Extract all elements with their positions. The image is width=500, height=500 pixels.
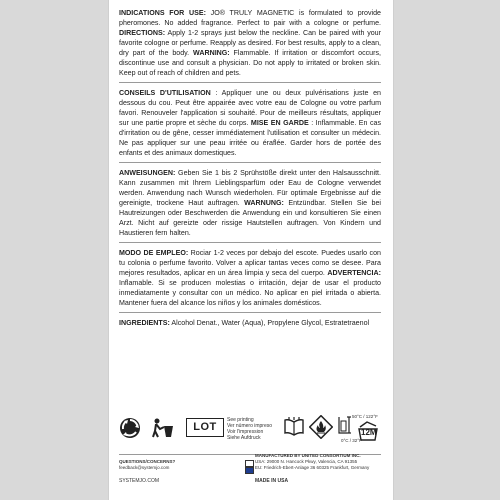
ingredients [119,318,381,328]
eu-address: EU: Friedrich-Ebert-Anlage 36 60325 Frankfurt, Germany [255,465,370,470]
made-in-usa: MADE IN USA [255,478,289,484]
ingredients-heading: INGREDIENTS: [119,319,170,327]
see-printing-fr: Voir l'impression [227,429,264,435]
symbol-row [119,415,383,449]
section-divider [119,242,381,243]
spanish-warning-heading: ADVERTENCIA: [327,269,381,277]
english-warning-heading: WARNING: [193,49,230,57]
spanish-usage-text: Rociar 1-2 veces por debajo del escote. Puedes usarlo con tu colonia o perfume favorito. Volver a aplicar tantas veces como se desee. Para mejores resultados, aplicar en un área limpia y seca del cuerpo. [119,249,381,277]
ingredients-list: Alcohol Denat., Water (Aqua), Propylene Glycol, Estratetraenol [169,319,370,327]
see-printing-es: Ver número impreso [227,423,273,429]
spanish-instructions [119,248,381,308]
german-warning-text: Entzündbar. Stellen Sie bei Hautreizungen oder Beschwerden die Anwendung ein und konsultieren Sie einen Arzt. Nicht auf gereizte oder rissige Hautstellen auftragen. Von Kindern und Haustieren fern halten. [119,199,381,237]
french-instructions [119,88,381,158]
section-divider [119,162,381,163]
period-after-opening: 12M [361,428,377,437]
german-instructions [119,168,381,238]
usa-flag-icon [245,460,254,467]
questions-text [119,459,175,471]
english-directions-text: Apply 1-2 sprays just below the neckline. Can be paired with your favorite cologne or perfume. Reapply as desired. For best results, apply to a clean, dry part of the body. [119,29,381,57]
spanish-warning-text: Inflamable. Si se producen molestias o irritación, dejar de usar el producto inmediatamente y consultar con un médico. No aplicar en piel irritada o abierta. Mantener fuera del alcance los niños y los animales domésticos. [119,279,381,307]
french-usage-heading: CONSEILS D'UTILISATION [119,89,211,97]
english-indications-text: JO® TRULY MAGNETIC is formulated to provide pheromones. No added fragrance. Perfect to pair with a cologne or perfume. [119,9,381,27]
english-directions-heading: DIRECTIONS: [119,29,166,37]
manufacturer-info [255,453,369,471]
questions-label: QUESTIONS/CONCERNS? [119,459,176,464]
english-instructions [119,8,381,78]
german-usage-heading: ANWEISUNGEN: [119,169,176,177]
see-printing-text [227,417,283,441]
english-warning-text: Flammable. If irritation or discomfort occurs, discontinue use and consult a physician. Do not apply to irritated or broken skin. Keep out of reach of children and pets. [119,49,381,77]
french-usage-text: : Appliquer une ou deux pulvérisations juste en dessous du cou. Peut être appairée avec votre eau de Cologne ou votre parfum favori. Renouveler l'application si souhaité. Pour de meilleurs résultats, appliquer sur une partie propre et sèche du corps. [119,89,381,127]
german-usage-text: Geben Sie 1 bis 2 Sprühstöße direkt unter den Halsausschnitt. Kann zusammen mit Ihrem Lieblingsparfüm oder Eau de Cologne verwendet werden. Anwendung nach Wunsch wiederholen. Für optimale Ergebnisse auf die gereinigte, trockene Haut auftragen. [119,169,381,207]
feedback-email: feedback@systemjo.com [119,465,170,470]
manufactured-by: MANUFACTURED BY UNITED CONSORTIUM INC. [255,453,361,458]
label-text [119,8,381,328]
section-divider [119,312,381,313]
usa-address: USA: 29000 N. Hancock Pkwy, Valencia, CA 91355 [255,459,358,464]
open-book-icon [283,417,305,437]
website: SYSTEMJO.COM [119,478,160,484]
spanish-usage-heading: MODO DE EMPLEO: [119,249,189,257]
recycle-icon [119,417,141,439]
product-label [109,0,393,500]
eu-flag-icon [245,467,254,474]
french-warning-heading: MISE EN GARDE [250,119,309,127]
lot-box: LOT [186,418,224,437]
english-indications-heading: INDICATIONS FOR USE: [119,9,206,17]
max-temperature-label: 50°C / 122°F [352,414,378,419]
see-printing-en: See printing [227,417,254,423]
min-temperature-label: 0°C / 32°F [341,438,362,443]
see-printing-de: Siehe Aufdruck [227,435,261,441]
french-warning-text: : Inflammable. En cas d'irritation ou de gêne, cesser immédiatement l'utilisation et consulter un médecin. Ne pas appliquer sur une peau irritée ou éraflée. Garder hors de portée des enfants et des animaux domestiques. [119,119,381,157]
german-warning-heading: WARNUNG: [244,199,284,207]
tidyman-icon [151,417,175,439]
section-divider [119,82,381,83]
flammable-icon [309,415,333,439]
